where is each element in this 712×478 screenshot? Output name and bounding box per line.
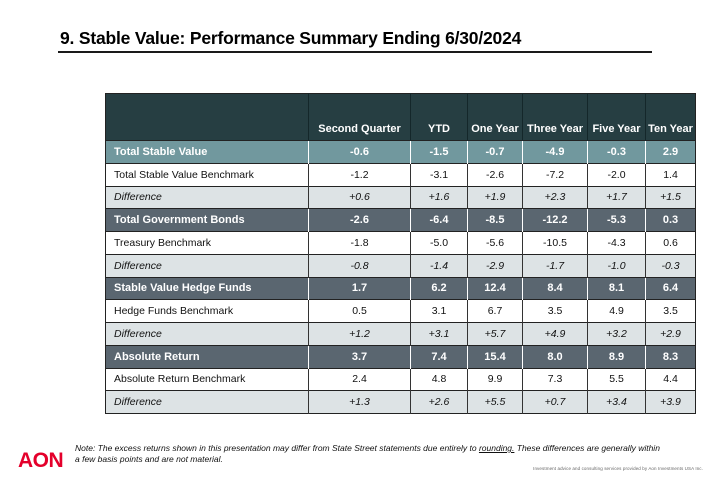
- row-label: Difference: [106, 391, 309, 414]
- performance-table: [105, 93, 696, 414]
- table-row: [106, 391, 696, 414]
- performance-table-container: [105, 93, 696, 414]
- value-cell: -1.2: [309, 163, 411, 186]
- row-label: Absolute Return Benchmark: [106, 368, 309, 391]
- value-cell: -0.8: [309, 254, 411, 277]
- row-label: Total Government Bonds: [106, 209, 309, 232]
- value-cell: +2.6: [411, 391, 468, 414]
- value-cell: 4.4: [646, 368, 696, 391]
- row-label: Difference: [106, 323, 309, 346]
- footnote-text: Note: The excess returns shown in this presentation may differ from State Street statements due entirely to: [75, 443, 479, 453]
- performance-table-body: [106, 141, 696, 414]
- row-label: Difference: [106, 186, 309, 209]
- value-cell: +0.6: [309, 186, 411, 209]
- row-label: Total Stable Value Benchmark: [106, 163, 309, 186]
- value-cell: 6.7: [468, 300, 523, 323]
- performance-table-header: [106, 94, 696, 141]
- value-cell: 6.2: [411, 277, 468, 300]
- footnote: [75, 443, 661, 464]
- value-cell: +1.9: [468, 186, 523, 209]
- row-label: Difference: [106, 254, 309, 277]
- value-cell: 4.8: [411, 368, 468, 391]
- value-cell: +5.7: [468, 323, 523, 346]
- value-cell: -0.6: [309, 141, 411, 164]
- value-cell: -10.5: [523, 232, 588, 255]
- value-cell: 15.4: [468, 345, 523, 368]
- value-cell: +4.9: [523, 323, 588, 346]
- row-label: Stable Value Hedge Funds: [106, 277, 309, 300]
- value-cell: -5.6: [468, 232, 523, 255]
- row-label: Absolute Return: [106, 345, 309, 368]
- value-cell: 4.9: [588, 300, 646, 323]
- title-underline: [58, 51, 652, 53]
- value-cell: -1.8: [309, 232, 411, 255]
- legal-disclaimer: Investment advice and consulting services provided by Aon Investments USA Inc.: [533, 466, 703, 471]
- value-cell: -0.7: [468, 141, 523, 164]
- value-cell: -1.5: [411, 141, 468, 164]
- value-cell: 3.5: [646, 300, 696, 323]
- header-cell: Five Year: [588, 94, 646, 141]
- value-cell: -2.9: [468, 254, 523, 277]
- value-cell: +1.2: [309, 323, 411, 346]
- value-cell: 0.3: [646, 209, 696, 232]
- value-cell: 8.4: [523, 277, 588, 300]
- value-cell: +1.6: [411, 186, 468, 209]
- value-cell: -12.2: [523, 209, 588, 232]
- value-cell: -1.7: [523, 254, 588, 277]
- table-row: [106, 254, 696, 277]
- value-cell: 3.7: [309, 345, 411, 368]
- value-cell: +1.7: [588, 186, 646, 209]
- value-cell: +5.5: [468, 391, 523, 414]
- value-cell: -5.0: [411, 232, 468, 255]
- row-label: Hedge Funds Benchmark: [106, 300, 309, 323]
- value-cell: 3.5: [523, 300, 588, 323]
- value-cell: 7.4: [411, 345, 468, 368]
- value-cell: 1.7: [309, 277, 411, 300]
- value-cell: 9.9: [468, 368, 523, 391]
- table-row: [106, 277, 696, 300]
- header-cell: YTD: [411, 94, 468, 141]
- value-cell: 6.4: [646, 277, 696, 300]
- header-cell: Three Year: [523, 94, 588, 141]
- value-cell: +1.5: [646, 186, 696, 209]
- value-cell: -5.3: [588, 209, 646, 232]
- header-cell: One Year: [468, 94, 523, 141]
- header-cell: Second Quarter: [309, 94, 411, 141]
- value-cell: +2.3: [523, 186, 588, 209]
- table-row: [106, 141, 696, 164]
- value-cell: +1.3: [309, 391, 411, 414]
- value-cell: 1.4: [646, 163, 696, 186]
- row-label: Treasury Benchmark: [106, 232, 309, 255]
- table-row: [106, 368, 696, 391]
- footnote-text-suffix: These differences are generally within a few basis points and are not material.: [75, 443, 660, 464]
- header-cell: Ten Year: [646, 94, 696, 141]
- table-row: [106, 232, 696, 255]
- value-cell: 7.3: [523, 368, 588, 391]
- value-cell: +0.7: [523, 391, 588, 414]
- value-cell: -4.9: [523, 141, 588, 164]
- value-cell: 8.3: [646, 345, 696, 368]
- value-cell: -6.4: [411, 209, 468, 232]
- table-row: [106, 345, 696, 368]
- value-cell: -2.0: [588, 163, 646, 186]
- value-cell: +3.9: [646, 391, 696, 414]
- value-cell: -1.0: [588, 254, 646, 277]
- table-row: [106, 300, 696, 323]
- value-cell: 3.1: [411, 300, 468, 323]
- value-cell: -8.5: [468, 209, 523, 232]
- value-cell: -2.6: [309, 209, 411, 232]
- page-title: 9. Stable Value: Performance Summary Ending 6/30/2024: [60, 28, 522, 48]
- value-cell: 2.4: [309, 368, 411, 391]
- value-cell: -3.1: [411, 163, 468, 186]
- row-label: Total Stable Value: [106, 141, 309, 164]
- value-cell: -0.3: [646, 254, 696, 277]
- value-cell: 8.1: [588, 277, 646, 300]
- header-cell-empty: [106, 94, 309, 141]
- value-cell: +3.4: [588, 391, 646, 414]
- value-cell: +3.1: [411, 323, 468, 346]
- value-cell: -0.3: [588, 141, 646, 164]
- table-row: [106, 209, 696, 232]
- aon-logo: AON: [18, 449, 64, 472]
- table-row: [106, 323, 696, 346]
- value-cell: 5.5: [588, 368, 646, 391]
- value-cell: 12.4: [468, 277, 523, 300]
- value-cell: 8.0: [523, 345, 588, 368]
- value-cell: -2.6: [468, 163, 523, 186]
- value-cell: 2.9: [646, 141, 696, 164]
- value-cell: 8.9: [588, 345, 646, 368]
- value-cell: +3.2: [588, 323, 646, 346]
- value-cell: +2.9: [646, 323, 696, 346]
- header-row: [106, 94, 696, 141]
- value-cell: 0.5: [309, 300, 411, 323]
- table-row: [106, 186, 696, 209]
- value-cell: 0.6: [646, 232, 696, 255]
- value-cell: -7.2: [523, 163, 588, 186]
- value-cell: -4.3: [588, 232, 646, 255]
- footnote-underlined-word: rounding.: [478, 443, 515, 453]
- value-cell: -1.4: [411, 254, 468, 277]
- table-row: [106, 163, 696, 186]
